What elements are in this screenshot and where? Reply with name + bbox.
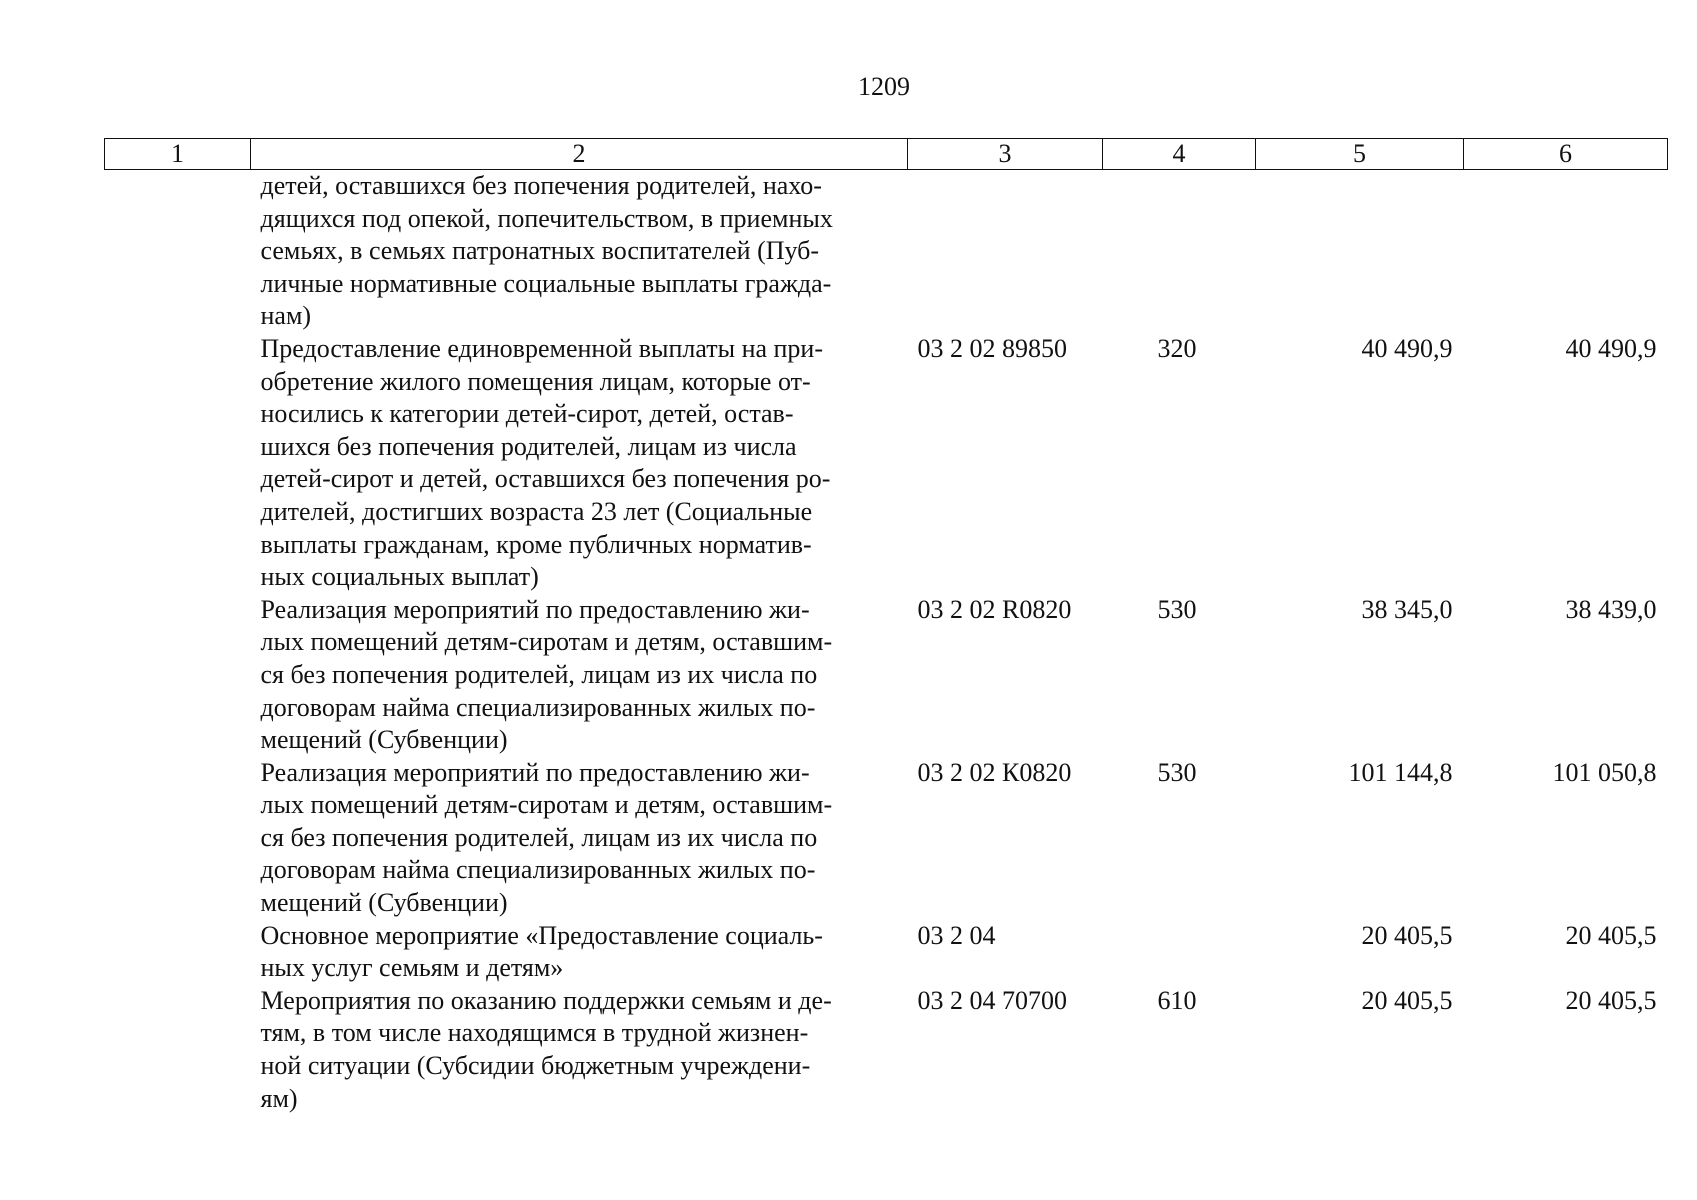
target-code-cell: 03 2 02 89850 [917, 333, 1067, 363]
item-name-line: обретение жилого помещения лицам, которые от- [260, 366, 811, 396]
item-name-line: Реализация мероприятий по предоставлению жи- [260, 594, 810, 624]
row-number-cell [105, 757, 251, 920]
item-name-line: шихся без попечения родителей, лицам из числа [260, 431, 797, 461]
row-number-cell [105, 985, 251, 1115]
item-name-line: выплаты гражданам, кроме публичных норматив- [260, 529, 812, 559]
item-name-cell [251, 757, 908, 920]
item-name-line: ся без попечения родителей, лицам из их числа по [260, 659, 818, 689]
table-row [105, 170, 1668, 333]
header-col-6: 6 [1464, 139, 1668, 170]
amount-year1-cell: 20 405,5 [1361, 920, 1453, 950]
item-name-cell [251, 333, 908, 594]
item-name-line: мещений (Субвенции) [260, 725, 508, 755]
row-number-cell [105, 333, 251, 594]
item-name-cell [251, 920, 908, 985]
item-name-line: ных социальных выплат) [260, 562, 539, 592]
table-row [105, 985, 1668, 1115]
expense-type-cell: 530 [1157, 594, 1197, 624]
table-row [105, 757, 1668, 920]
target-code-cell: 03 2 04 70700 [917, 985, 1067, 1015]
item-name-cell [251, 170, 908, 333]
item-name-line: семьях, в семьях патронатных воспитателей (Пуб- [260, 236, 820, 266]
item-name-line: личные нормативные социальные выплаты гражда- [260, 268, 832, 298]
item-name-line: нам) [260, 301, 312, 331]
amount-year2-cell: 40 490,9 [1565, 333, 1657, 363]
item-name-line: Реализация мероприятий по предоставлению жи- [260, 757, 810, 787]
item-name-line: дителей, достигших возраста 23 лет (Социальные [260, 496, 813, 526]
item-name-cell [251, 594, 908, 757]
table-row [105, 594, 1668, 757]
amount-year1-cell: 38 345,0 [1361, 594, 1453, 624]
table-header [105, 139, 1668, 170]
amount-year2-cell [1464, 170, 1668, 333]
item-name-line: дящихся под опекой, попечительством, в приемных [260, 203, 833, 233]
item-name-line: тям, в том числе находящимся в трудной жизнен- [260, 1018, 809, 1048]
row-number-cell [105, 920, 251, 985]
budget-table [104, 138, 1668, 1115]
item-name-line: лых помещений детям-сиротам и детям, оставшим- [260, 627, 833, 657]
amount-year1-cell: 101 144,8 [1348, 757, 1453, 787]
item-name-line: Мероприятия по оказанию поддержки семьям и де- [260, 985, 832, 1015]
expense-type-cell [1103, 920, 1256, 985]
item-name-line: договорам найма специализированных жилых по- [260, 855, 816, 885]
row-number-cell [105, 594, 251, 757]
item-name-line: детей-сирот и детей, оставшихся без попечения ро- [260, 464, 831, 494]
expense-type-cell: 530 [1157, 757, 1197, 787]
expense-type-cell [1103, 170, 1256, 333]
item-name-line: мещений (Субвенции) [260, 888, 508, 918]
table-row [105, 333, 1668, 594]
table-row [105, 920, 1668, 985]
expense-type-cell: 320 [1157, 333, 1197, 363]
amount-year1-cell [1256, 170, 1464, 333]
header-row [105, 139, 1668, 170]
page-number: 1209 [858, 72, 910, 101]
header-col-1: 1 [105, 139, 251, 170]
item-name-line: носились к категории детей-сирот, детей, остав- [260, 399, 794, 429]
item-name-line: ных услуг семьям и детям» [260, 953, 564, 983]
amount-year2-cell: 20 405,5 [1565, 920, 1657, 950]
item-name-line: детей, оставшихся без попечения родителей, нахо- [260, 171, 822, 200]
amount-year1-cell: 40 490,9 [1361, 333, 1453, 363]
item-name-line: Основное мероприятие «Предоставление социаль- [260, 920, 823, 950]
row-number-cell [105, 170, 251, 333]
item-name-cell [251, 985, 908, 1115]
header-col-2: 2 [251, 139, 908, 170]
item-name-line: ям) [260, 1083, 298, 1113]
header-col-4: 4 [1103, 139, 1256, 170]
header-col-3: 3 [908, 139, 1103, 170]
item-name-line: ной ситуации (Субсидии бюджетным учреждени- [260, 1051, 811, 1081]
target-code-cell: 03 2 04 [917, 920, 996, 950]
amount-year2-cell: 101 050,8 [1552, 757, 1657, 787]
table-body [105, 170, 1668, 1116]
header-col-5: 5 [1256, 139, 1464, 170]
amount-year2-cell: 38 439,0 [1565, 594, 1657, 624]
expense-type-cell: 610 [1157, 985, 1197, 1015]
amount-year1-cell: 20 405,5 [1361, 985, 1453, 1015]
target-code-cell [908, 170, 1103, 333]
item-name-line: договорам найма специализированных жилых по- [260, 692, 816, 722]
item-name-line: лых помещений детям-сиротам и детям, оставшим- [260, 790, 833, 820]
target-code-cell: 03 2 02 R0820 [917, 594, 1072, 624]
item-name-line: ся без попечения родителей, лицам из их числа по [260, 822, 818, 852]
amount-year2-cell: 20 405,5 [1565, 985, 1657, 1015]
item-name-line: Предоставление единовременной выплаты на при- [260, 333, 824, 363]
target-code-cell: 03 2 02 К0820 [917, 757, 1072, 787]
